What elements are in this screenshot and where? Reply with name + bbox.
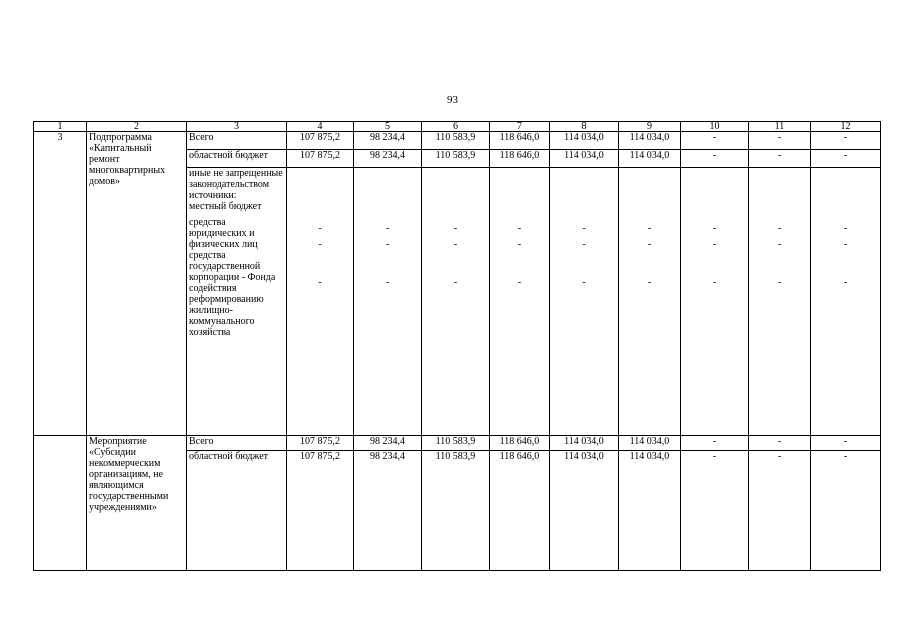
value-cell: 114 034,0	[550, 150, 619, 168]
value-cell: 114 034,0	[550, 451, 619, 571]
value-cell: 110 583,9	[422, 150, 490, 168]
funding-source-label: областной бюджет	[187, 451, 287, 571]
header-cell: 9	[619, 122, 681, 132]
other-sources-label: иные не запрещенные законодательством источники:	[189, 168, 283, 201]
value-cell: - - -	[287, 168, 354, 436]
row-index	[34, 436, 87, 571]
value-cell: 114 034,0	[550, 132, 619, 150]
header-cell: 4	[287, 122, 354, 132]
value-cell: - - -	[811, 168, 881, 436]
value-cell: -	[681, 132, 749, 150]
value-cell: -	[749, 132, 811, 150]
value-cell: -	[811, 436, 881, 451]
header-cell: 11	[749, 122, 811, 132]
state-fund-label: средства государственной корпорации - Фонда содействия реформированию жилищно-коммунального хозяйства	[189, 250, 276, 338]
value-cell: - - -	[681, 168, 749, 436]
value-cell: - - -	[490, 168, 550, 436]
value-cell: 107 875,2	[287, 150, 354, 168]
header-cell: 6	[422, 122, 490, 132]
value-cell: 114 034,0	[619, 132, 681, 150]
value-cell: - - -	[422, 168, 490, 436]
row-index: 3	[34, 132, 87, 436]
value-cell: 107 875,2	[287, 436, 354, 451]
value-cell: 110 583,9	[422, 132, 490, 150]
value-cell: -	[811, 451, 881, 571]
header-cell: 8	[550, 122, 619, 132]
value-cell: 114 034,0	[619, 436, 681, 451]
funding-source-label: областной бюджет	[187, 150, 287, 168]
funding-source-label: Всего	[187, 436, 287, 451]
value-cell: - - -	[354, 168, 422, 436]
header-cell: 7	[490, 122, 550, 132]
legal-entities-label: средства юридических и физических лиц	[189, 217, 258, 250]
value-cell: 110 583,9	[422, 451, 490, 571]
value-cell: -	[681, 436, 749, 451]
header-cell: 5	[354, 122, 422, 132]
value-cell: -	[681, 150, 749, 168]
value-cell: 107 875,2	[287, 451, 354, 571]
header-cell: 12	[811, 122, 881, 132]
header-cell: 3	[187, 122, 287, 132]
value-cell: -	[749, 150, 811, 168]
funding-source-label: Всего	[187, 132, 287, 150]
value-cell: 118 646,0	[490, 451, 550, 571]
value-cell: - - -	[749, 168, 811, 436]
header-cell: 2	[87, 122, 187, 132]
funding-source-details	[187, 168, 287, 436]
program-name: Мероприятие «Субсидии некоммерческим организациям, не являющимся государственными учреждениями»	[87, 436, 187, 571]
value-cell: 98 234,4	[354, 436, 422, 451]
value-cell: -	[749, 436, 811, 451]
value-cell: 98 234,4	[354, 451, 422, 571]
program-name: Подпрограмма «Капитальный ремонт многоквартирных домов»	[87, 132, 187, 436]
value-cell: 114 034,0	[550, 436, 619, 451]
value-cell: 98 234,4	[354, 132, 422, 150]
value-cell: 98 234,4	[354, 150, 422, 168]
value-cell: 118 646,0	[490, 150, 550, 168]
value-cell: 118 646,0	[490, 132, 550, 150]
header-cell: 1	[34, 122, 87, 132]
value-cell: 118 646,0	[490, 436, 550, 451]
header-cell: 10	[681, 122, 749, 132]
table-row	[34, 132, 881, 150]
value-cell: -	[749, 451, 811, 571]
header-row	[34, 122, 881, 132]
budget-table	[33, 121, 881, 571]
value-cell: 114 034,0	[619, 150, 681, 168]
value-cell: - - -	[550, 168, 619, 436]
value-cell: -	[811, 132, 881, 150]
page-number: 93	[447, 94, 458, 106]
local-budget-label: местный бюджет	[189, 201, 262, 212]
value-cell: - - -	[619, 168, 681, 436]
table-row	[34, 436, 881, 451]
value-cell: -	[811, 150, 881, 168]
value-cell: 114 034,0	[619, 451, 681, 571]
value-cell: 110 583,9	[422, 436, 490, 451]
value-cell: -	[681, 451, 749, 571]
value-cell: 107 875,2	[287, 132, 354, 150]
